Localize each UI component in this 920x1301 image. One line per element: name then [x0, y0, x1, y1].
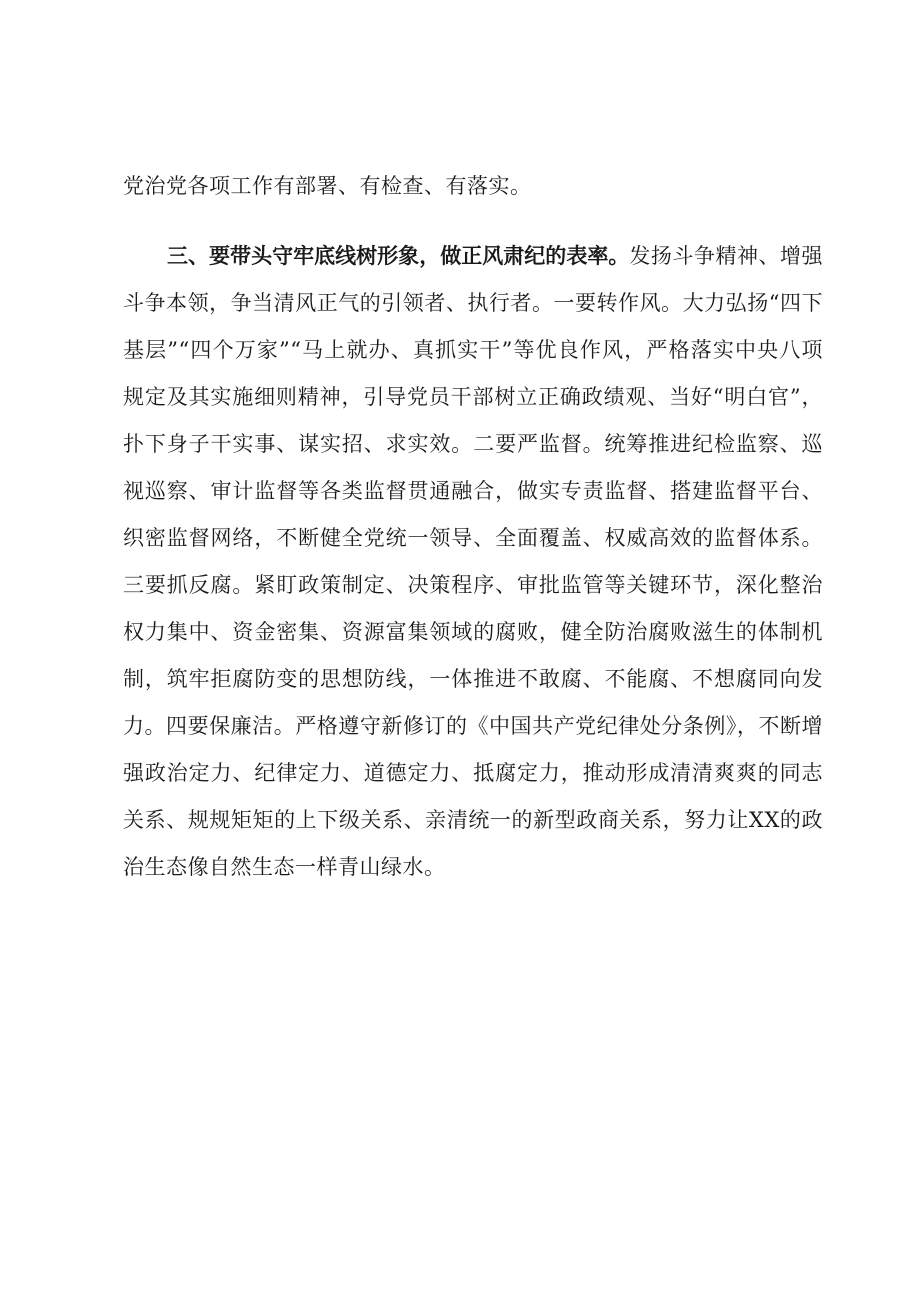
section-three-body: 发扬斗争精神、增强斗争本领，争当清风正气的引领者、执行者。一要转作风。大力弘扬“四下基层”“四个万家”“马上就办、真抓实干”等优良作风，严格落实中央八项规定及其实施细则精神，引导党员干部树立正确政绩观、当好“明白官”，扑下身子干实事、谋实招、求实效。二要严监督。统筹推进纪检监察、巡视巡察、审计监督等各类监督贯通融合，做实专责监督、搭建监督平台、织密监督网络，不断健全党统一领导、全面覆盖、权威高效的监督体系。三要抓反腐。紧盯政策制定、决策程序、审批监管等关键环节，深化整治权力集中、资金密集、资源富集领域的腐败，健全防治腐败滋生的体制机制，筑牢拒腐防变的思想防线，一体推进不敢腐、不能腐、不想腐同向发力。四要保廉洁。严格遵守新修订的《中国共产党纪律处分条例》，不断增强政治定力、纪律定力、道德定力、抵腐定力，推动形成清清爽爽的同志关系、规规矩矩的上下级关系、亲清统一的新型政商关系，努力让XX的政治生态像自然生态一样青山绿水。	[123, 244, 824, 879]
continuation-paragraph: 党治党各项工作有部署、有检查、有落实。	[123, 174, 532, 198]
section-three-paragraph	[123, 233, 823, 891]
section-three-heading: 三、要带头守牢底线树形象，做正风肃纪的表率。	[167, 244, 630, 268]
